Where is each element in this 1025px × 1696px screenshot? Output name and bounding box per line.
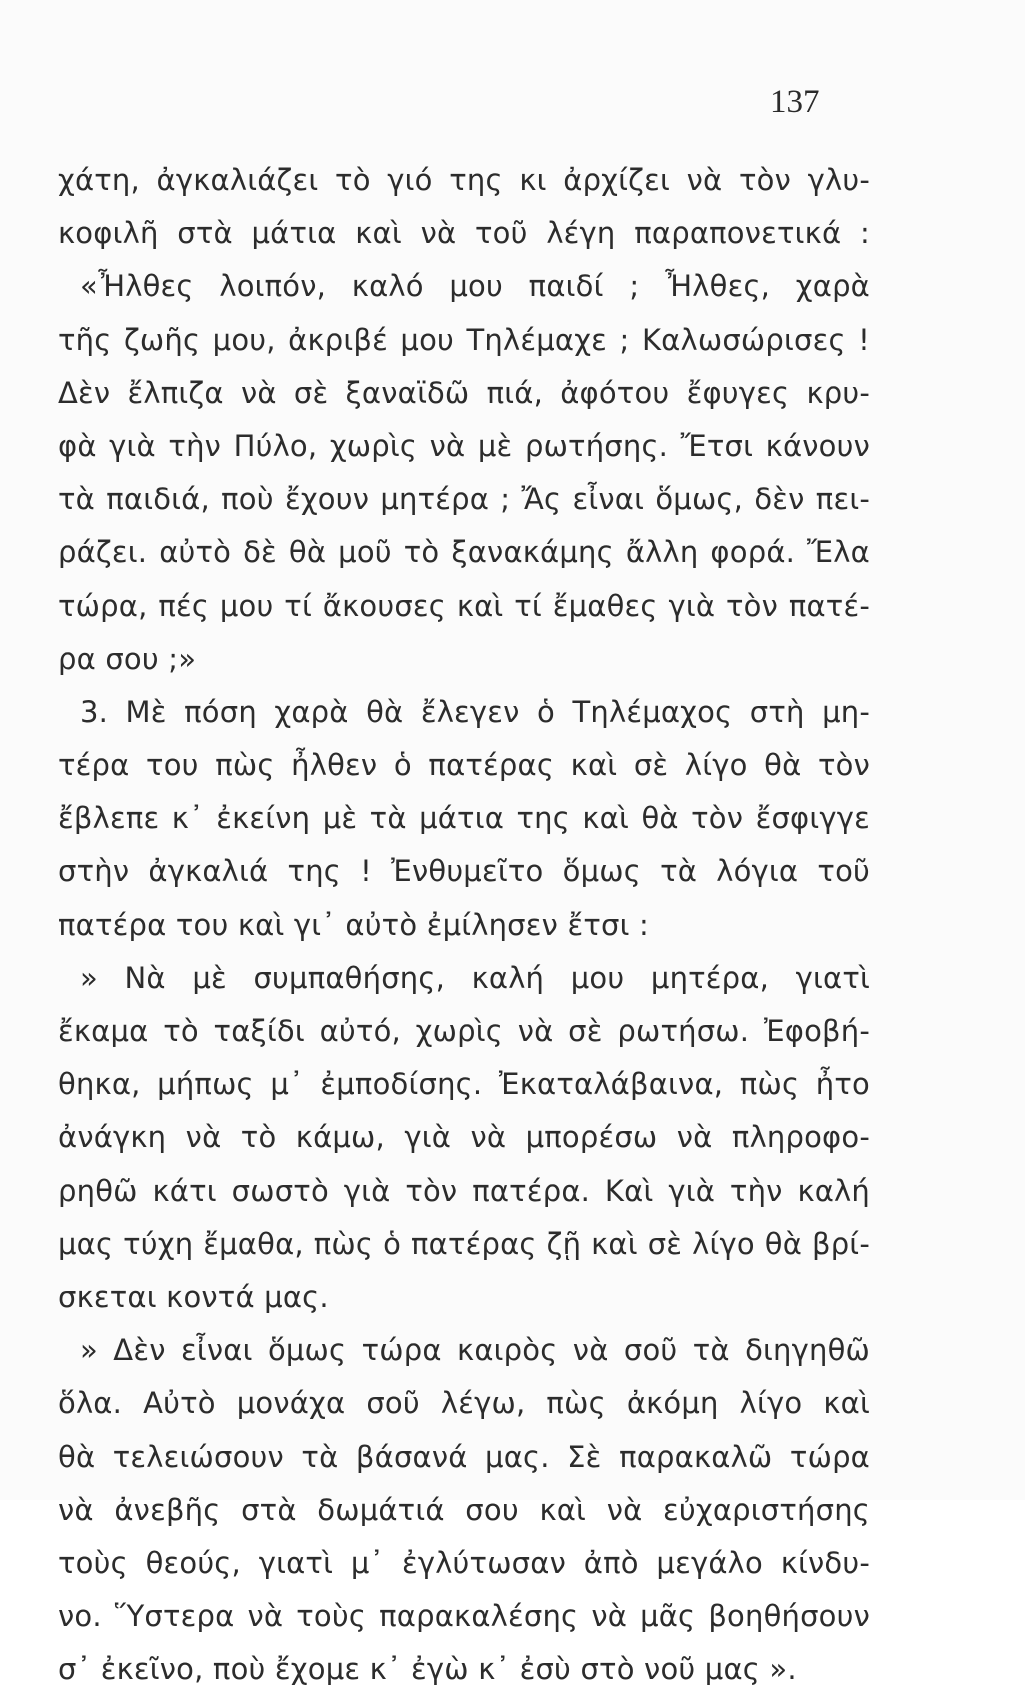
text-line: φὰ γιὰ τὴν Πύλο, χωρὶς νὰ μὲ ρωτήσης. Ἔτσι κάνουν [58,428,870,463]
text-line: τοὺς θεούς, γιατὶ μ᾽ ἐγλύτωσαν ἀπὸ μεγάλο κίνδυ- [58,1545,870,1580]
text-line: ἔβλεπε κ᾽ ἐκείνη μὲ τὰ μάτια της καὶ θὰ τὸν ἔσφιγγε [58,801,870,836]
text-line: ρα σου ;» [58,641,197,676]
text-line: » Νὰ μὲ συμπαθήσης, καλή μου μητέρα, γιατὶ [80,960,870,995]
text-line: στὴν ἀγκαλιά της ! Ἐνθυμεῖτο ὅμως τὰ λόγια τοῦ [58,854,870,889]
text-line: ἔκαμα τὸ ταξίδι αὐτό, χωρὶς νὰ σὲ ρωτήσω. Ἐφοβή- [58,1014,870,1048]
text-line: 3. Μὲ πόση χαρὰ θὰ ἔλεγεν ὁ Τηλέμαχος στὴ μη- [80,694,870,729]
text-line: ρηθῶ κάτι σωστὸ γιὰ τὸν πατέρα. Καὶ γιὰ τὴν καλή [58,1173,870,1208]
text-line: ἀνάγκη νὰ τὸ κάμω, γιὰ νὰ μπορέσω νὰ πληροφο- [58,1120,870,1155]
text-line: πατέρα του καὶ γι᾽ αὐτὸ ἐμίλησεν ἔτσι : [58,907,649,942]
text-line: θηκα, μήπως μ᾽ ἐμποδίσης. Ἐκαταλάβαινα, πὼς ἦτο [58,1067,870,1102]
text-line: τὰ παιδιά, ποὺ ἔχουν μητέρα ; Ἄς εἶναι ὅμως, δὲν πει- [58,482,870,517]
text-line: μας τύχη ἔμαθα, πὼς ὁ πατέρας ζῇ καὶ σὲ λίγο θὰ βρί- [58,1226,870,1261]
text-line: «Ἦλθες λοιπόν, καλό μου παιδί ; Ἦλθες, χαρὰ [80,269,870,304]
text-line: » Δὲν εἶναι ὅμως τώρα καιρὸς νὰ σοῦ τὰ διηγηθῶ [80,1333,870,1368]
text-line: νο. Ὕστερα νὰ τοὺς παρακαλέσης νὰ μᾶς βοηθήσουν [58,1599,870,1634]
text-line: χάτη, ἀγκαλιάζει τὸ γιό της κι ἀρχίζει νὰ τὸν γλυ- [58,163,870,197]
text-line: κοφιλῆ στὰ μάτια καὶ νὰ τοῦ λέγη παραπονετικά : [58,216,870,251]
text-line: θὰ τελειώσουν τὰ βάσανά μας. Σὲ παρακαλῶ τώρα [58,1439,870,1474]
text-line: τώρα, πές μου τί ἄκουσες καὶ τί ἔμαθες γιὰ τὸν πατέ- [58,588,870,623]
text-line: σ᾽ ἐκεῖνο, ποὺ ἔχομε κ᾽ ἐγὼ κ᾽ ἐσὺ στὸ νοῦ μας ». [58,1652,797,1687]
text-line: Δὲν ἔλπιζα νὰ σὲ ξαναϊδῶ πιά, ἀφότου ἔφυγες κρυ- [58,375,870,410]
page-number: 137 [770,84,820,120]
text-line: ὅλα. Αὐτὸ μονάχα σοῦ λέγω, πὼς ἀκόμη λίγο καὶ [58,1386,870,1421]
text-line: τῆς ζωῆς μου, ἀκριβέ μου Τηλέμαχε ; Καλωσώρισες ! [58,322,870,357]
text-line: σκεται κοντά μας. [58,1279,329,1314]
text-line: τέρα του πὼς ἦλθεν ὁ πατέρας καὶ σὲ λίγο θὰ τὸν [58,748,870,783]
text-line: ράζει. αὐτὸ δὲ θὰ μοῦ τὸ ξανακάμης ἄλλη φορά. Ἔλα [58,535,870,570]
text-line: νὰ ἀνεβῆς στὰ δωμάτιά σου καὶ νὰ εὐχαριστήσης [58,1492,870,1527]
body-text [58,154,870,1696]
